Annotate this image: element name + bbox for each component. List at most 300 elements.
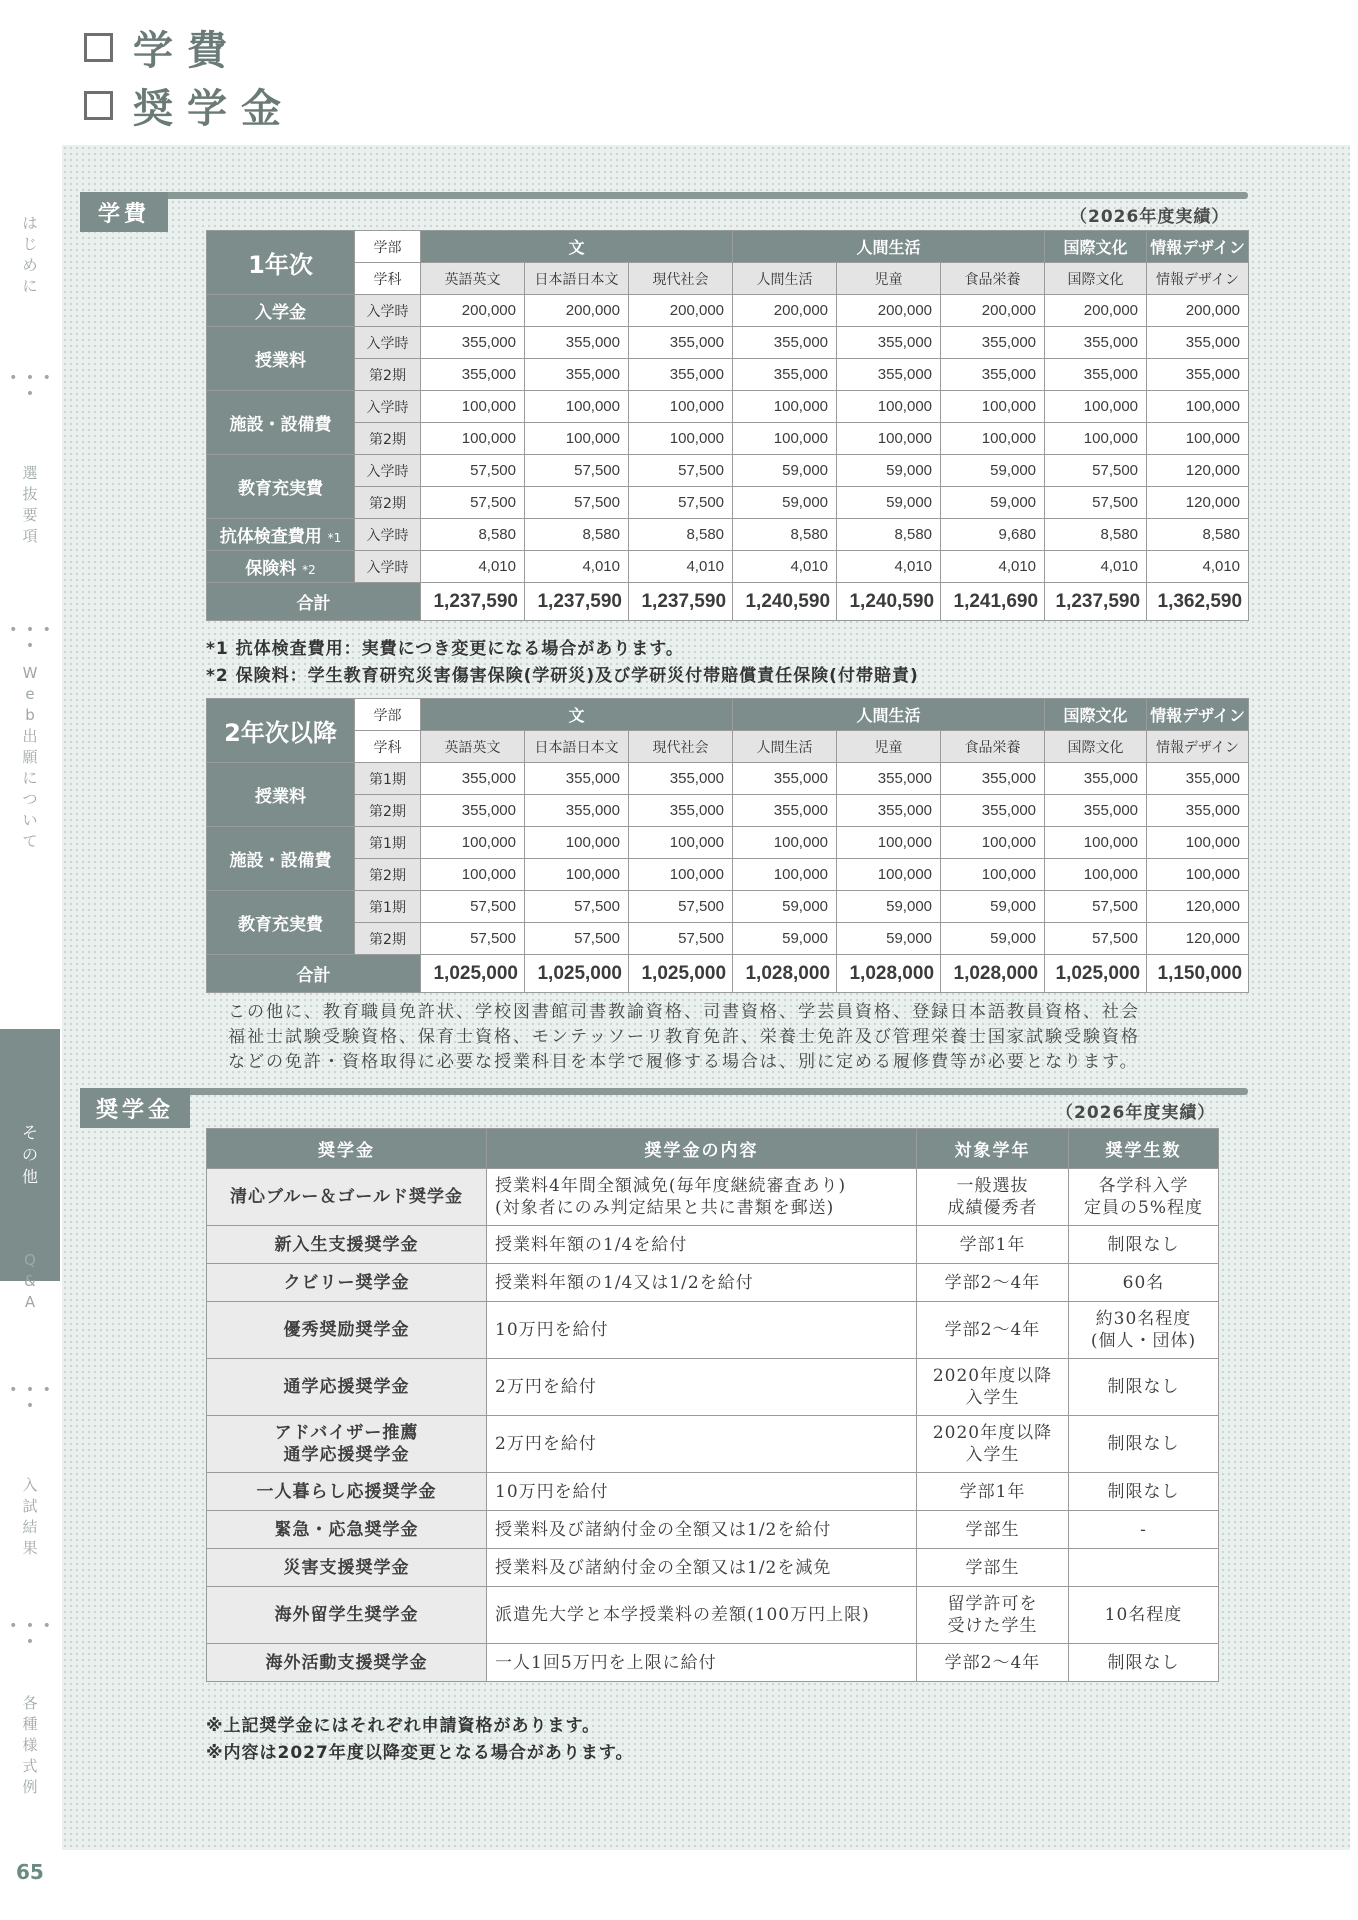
side-nav-char: つ xyxy=(22,790,38,808)
year-note: （2026年度実績） xyxy=(1056,1103,1216,1123)
fee-category xyxy=(207,763,355,827)
scholarship-count xyxy=(1069,1644,1219,1682)
fee-value: 100,000 xyxy=(629,827,733,859)
fee-value: 355,000 xyxy=(837,327,941,359)
total-value: 1,362,590 xyxy=(1147,583,1249,621)
scholarship-target xyxy=(917,1549,1069,1587)
fee-value: 57,500 xyxy=(629,891,733,923)
side-nav-char: 種 xyxy=(22,1715,38,1733)
side-nav-char: e xyxy=(25,685,35,703)
side-nav-char: Q xyxy=(24,1251,36,1269)
side-nav-char: W xyxy=(22,664,38,682)
fee-value: 59,000 xyxy=(733,455,837,487)
fee-value: 100,000 xyxy=(1045,859,1147,891)
header-line-scholarship xyxy=(84,76,295,134)
table-row xyxy=(207,327,1249,359)
fee-value: 100,000 xyxy=(941,391,1045,423)
fee-term: 第1期 xyxy=(355,827,421,859)
fee-value: 59,000 xyxy=(733,923,837,955)
total-value: 1,241,690 xyxy=(941,583,1045,621)
total-value: 1,150,000 xyxy=(1147,955,1249,993)
fee-category xyxy=(207,455,355,519)
scholarship-content xyxy=(487,1587,917,1644)
table-row xyxy=(207,795,1249,827)
faculty-header: 人間生活 xyxy=(733,231,1045,263)
total-value: 1,025,000 xyxy=(421,955,525,993)
fee-value: 355,000 xyxy=(1147,763,1249,795)
fee-value: 100,000 xyxy=(837,391,941,423)
side-nav-char: 願 xyxy=(22,748,38,766)
scholarship-content-line: 一人1回5万円を上限に給付 xyxy=(495,1652,717,1673)
fee-value: 59,000 xyxy=(837,923,941,955)
side-nav-char: & xyxy=(24,1272,36,1290)
fee-category-label: 施設・設備費 xyxy=(229,851,332,871)
side-nav-char: 式 xyxy=(22,1757,38,1775)
fee-value: 8,580 xyxy=(837,519,941,551)
fee-value: 355,000 xyxy=(837,763,941,795)
header-faculty-label: 学部 xyxy=(355,231,421,263)
fee-category-label: 入学金 xyxy=(255,303,306,323)
side-item-forms[interactable] xyxy=(0,1693,60,1798)
fee-value: 100,000 xyxy=(837,859,941,891)
section-bar xyxy=(80,1088,1248,1095)
department-header: 情報デザイン xyxy=(1147,263,1249,295)
scholarship-content-line: 授業料年額の1/4又は1/2を給付 xyxy=(495,1272,754,1293)
scholarship-target-line: 学部1年 xyxy=(959,1481,1026,1502)
scholarship-target xyxy=(917,1511,1069,1549)
fee-value: 100,000 xyxy=(629,859,733,891)
table-row xyxy=(207,391,1249,423)
fee-value: 355,000 xyxy=(421,763,525,795)
fee-value: 59,000 xyxy=(941,455,1045,487)
fee-value: 100,000 xyxy=(941,827,1045,859)
scholarship-target-line: 留学許可を xyxy=(947,1594,1038,1614)
side-nav-char: は xyxy=(22,214,38,232)
total-value: 1,237,590 xyxy=(525,583,629,621)
fee-value: 200,000 xyxy=(525,295,629,327)
fee-value: 4,010 xyxy=(1147,551,1249,583)
fee-value: 355,000 xyxy=(733,763,837,795)
fee-value: 57,500 xyxy=(525,455,629,487)
fee-value: 355,000 xyxy=(733,795,837,827)
side-nav-char: 抜 xyxy=(22,485,38,503)
fee-value: 355,000 xyxy=(421,327,525,359)
side-item-qa[interactable] xyxy=(0,1250,60,1313)
fee-value: 355,000 xyxy=(1045,327,1147,359)
table-header-row xyxy=(207,699,1249,731)
side-nav-char: 選 xyxy=(22,464,38,482)
fee-category xyxy=(207,327,355,391)
scholarship-name-line: アドバイザー推薦 xyxy=(274,1423,419,1443)
fee-value: 100,000 xyxy=(733,423,837,455)
header-dept-label: 学科 xyxy=(355,263,421,295)
fee-value: 57,500 xyxy=(1045,487,1147,519)
department-header: 食品栄養 xyxy=(941,263,1045,295)
department-header: 英語英文 xyxy=(421,263,525,295)
fee-category xyxy=(207,891,355,955)
fee-value: 100,000 xyxy=(1147,827,1249,859)
scholarship-content xyxy=(487,1644,917,1682)
fee-value: 355,000 xyxy=(1045,795,1147,827)
column-header: 奨学金 xyxy=(207,1129,487,1169)
scholarship-count xyxy=(1069,1169,1219,1226)
fee-value: 4,010 xyxy=(733,551,837,583)
faculty-header: 情報デザイン xyxy=(1147,231,1249,263)
scholarship-content-line: 2万円を給付 xyxy=(495,1377,597,1397)
side-nav-char: い xyxy=(22,811,38,829)
table-row xyxy=(207,859,1249,891)
side-nav-char: 結 xyxy=(22,1518,38,1536)
footnote-2: *2 保険料：学生教育研究災害傷害保険(学研災)及び学研災付帯賠償責任保険(付帯賠責) xyxy=(206,666,919,686)
fee-value: 4,010 xyxy=(941,551,1045,583)
scholarship-target xyxy=(917,1302,1069,1359)
table-row xyxy=(207,1416,1219,1473)
total-value: 1,237,590 xyxy=(421,583,525,621)
faculty-header: 国際文化 xyxy=(1045,231,1147,263)
page-header xyxy=(84,18,295,134)
table-title: 1年次 xyxy=(207,231,355,295)
scholarship-target-line: 学部2～4年 xyxy=(944,1652,1041,1673)
faculty-header: 文 xyxy=(421,231,733,263)
fee-value: 59,000 xyxy=(837,487,941,519)
fee-term: 第1期 xyxy=(355,763,421,795)
side-nav-char: 様 xyxy=(22,1736,38,1754)
total-value: 1,237,590 xyxy=(1045,583,1147,621)
table-row xyxy=(207,827,1249,859)
scholarship-content xyxy=(487,1226,917,1264)
department-header: 現代社会 xyxy=(629,731,733,763)
table-row xyxy=(207,1549,1219,1587)
fee-category-label: 授業料 xyxy=(255,787,306,807)
fee-value: 200,000 xyxy=(1045,295,1147,327)
scholarship-target-line: 入学生 xyxy=(965,1388,1020,1408)
side-nav-char: A xyxy=(24,1293,36,1311)
scholarship-content-line: 授業料4年間全額減免(毎年度継続審査あり) xyxy=(495,1176,847,1196)
scholarship-content-line: 2万円を給付 xyxy=(495,1434,597,1454)
department-header: 国際文化 xyxy=(1045,263,1147,295)
scholarship-count-line: 制限なし xyxy=(1107,1234,1180,1255)
side-nav-char: 要 xyxy=(22,506,38,524)
scholarship-target xyxy=(917,1473,1069,1511)
scholarship-count-line: 定員の5%程度 xyxy=(1084,1198,1203,1218)
side-divider-dots: • • • • xyxy=(9,1382,53,1414)
fee-value: 4,010 xyxy=(1045,551,1147,583)
later-years-fee-table xyxy=(206,698,1249,993)
table-row xyxy=(207,1511,1219,1549)
scholarship-name-line: 災害支援奨学金 xyxy=(283,1557,410,1578)
scholarship-name xyxy=(207,1302,487,1359)
table-title: 2年次以降 xyxy=(207,699,355,763)
total-value: 1,028,000 xyxy=(733,955,837,993)
section-tab-fees: 学費 xyxy=(80,192,168,232)
side-nav-char: 出 xyxy=(22,727,38,745)
checkbox-square-icon xyxy=(84,33,113,62)
fee-value: 355,000 xyxy=(525,795,629,827)
table-row xyxy=(207,891,1249,923)
side-nav-char: そ xyxy=(21,1123,38,1142)
fee-value: 355,000 xyxy=(941,359,1045,391)
fee-category-label: 授業料 xyxy=(255,351,306,371)
scholarship-name-line: 新入生支援奨学金 xyxy=(274,1234,419,1255)
total-value: 1,028,000 xyxy=(941,955,1045,993)
total-row xyxy=(207,583,1249,621)
fee-value: 8,580 xyxy=(1147,519,1249,551)
scholarship-target xyxy=(917,1169,1069,1226)
scholarship-name-line: 一人暮らし応援奨学金 xyxy=(256,1481,437,1502)
fee-value: 8,580 xyxy=(525,519,629,551)
table-row xyxy=(207,1226,1219,1264)
scholarship-count-line: 各学科入学 xyxy=(1098,1176,1189,1196)
fee-value: 57,500 xyxy=(1045,891,1147,923)
scholarship-count-line: 制限なし xyxy=(1107,1481,1180,1502)
total-value: 1,240,590 xyxy=(733,583,837,621)
fee-category-label: 抗体検査費用 xyxy=(219,527,322,547)
side-item-results[interactable] xyxy=(0,1475,60,1559)
scholarship-name xyxy=(207,1264,487,1302)
department-header: 国際文化 xyxy=(1045,731,1147,763)
fee-value: 57,500 xyxy=(1045,923,1147,955)
side-nav-char: 試 xyxy=(22,1497,38,1515)
fee-value: 355,000 xyxy=(1045,763,1147,795)
fee-value: 100,000 xyxy=(525,859,629,891)
scholarship-count xyxy=(1069,1302,1219,1359)
column-header: 奨学金の内容 xyxy=(487,1129,917,1169)
scholarship-name xyxy=(207,1644,487,1682)
fee-value: 355,000 xyxy=(1147,359,1249,391)
fee-value: 355,000 xyxy=(421,359,525,391)
scholarship-name-line: 清心ブルー＆ゴールド奨学金 xyxy=(230,1187,463,1207)
fee-value: 57,500 xyxy=(421,455,525,487)
fee-value: 59,000 xyxy=(941,891,1045,923)
scholarship-content xyxy=(487,1169,917,1226)
fee-value: 9,680 xyxy=(941,519,1045,551)
fee-value: 57,500 xyxy=(525,891,629,923)
side-nav-char: め xyxy=(22,256,38,274)
fee-category xyxy=(207,391,355,455)
total-value: 1,025,000 xyxy=(525,955,629,993)
side-nav-char: b xyxy=(25,706,35,724)
scholarship-count-line: - xyxy=(1140,1519,1147,1540)
fee-value: 355,000 xyxy=(837,359,941,391)
fee-value: 355,000 xyxy=(525,763,629,795)
fee-term: 第2期 xyxy=(355,859,421,891)
fee-value: 57,500 xyxy=(1045,455,1147,487)
fee-term: 第1期 xyxy=(355,891,421,923)
table-row xyxy=(207,1264,1219,1302)
fee-value: 100,000 xyxy=(733,391,837,423)
scholarship-content xyxy=(487,1511,917,1549)
table-row xyxy=(207,1644,1219,1682)
fee-category-label: 教育充実費 xyxy=(238,915,323,935)
total-label: 合計 xyxy=(207,583,421,621)
total-value: 1,240,590 xyxy=(837,583,941,621)
scholarship-target-line: 学部生 xyxy=(965,1557,1020,1578)
table-row xyxy=(207,923,1249,955)
department-header: 日本語日本文 xyxy=(525,263,629,295)
scholarship-content-line: 10万円を給付 xyxy=(495,1481,609,1502)
fee-value: 120,000 xyxy=(1147,891,1249,923)
fee-category xyxy=(207,519,355,551)
fee-value: 200,000 xyxy=(837,295,941,327)
side-index xyxy=(0,145,60,1885)
fee-value: 100,000 xyxy=(1147,391,1249,423)
total-value: 1,028,000 xyxy=(837,955,941,993)
side-item-web-application[interactable] xyxy=(0,663,60,852)
fee-value: 8,580 xyxy=(421,519,525,551)
table-row xyxy=(207,359,1249,391)
scholarship-count-line: 制限なし xyxy=(1107,1652,1180,1673)
fee-value: 100,000 xyxy=(1147,859,1249,891)
fee-term: 入学時 xyxy=(355,327,421,359)
scholarship-name-line: 海外留学生奨学金 xyxy=(274,1605,419,1625)
checkbox-square-icon xyxy=(84,91,113,120)
scholarship-count xyxy=(1069,1511,1219,1549)
fee-value: 100,000 xyxy=(421,423,525,455)
fee-value: 355,000 xyxy=(941,327,1045,359)
footnote-1: *1 抗体検査費用：実費につき変更になる場合があります。 xyxy=(206,639,684,659)
scholarship-target-line: 入学生 xyxy=(965,1445,1020,1465)
scholarship-target xyxy=(917,1644,1069,1682)
fee-value: 100,000 xyxy=(421,859,525,891)
fee-value: 8,580 xyxy=(1045,519,1147,551)
fee-value: 100,000 xyxy=(629,423,733,455)
department-header: 食品栄養 xyxy=(941,731,1045,763)
scholarship-count xyxy=(1069,1416,1219,1473)
side-nav-char: て xyxy=(22,832,38,850)
table-header-row xyxy=(207,263,1249,295)
fee-value: 355,000 xyxy=(1147,327,1249,359)
fee-term: 第2期 xyxy=(355,795,421,827)
fee-value: 200,000 xyxy=(421,295,525,327)
side-nav-char: の xyxy=(21,1145,38,1164)
side-item-guidelines[interactable] xyxy=(0,463,60,547)
paragraph-line: などの免許・資格取得に必要な授業科目を本学で履修する場合は、別に定める履修費等が必要となります。 xyxy=(228,1052,1139,1072)
fee-value: 200,000 xyxy=(629,295,733,327)
scholarship-content-line: 派遣先大学と本学授業料の差額(100万円上限) xyxy=(495,1605,870,1625)
fee-value: 4,010 xyxy=(421,551,525,583)
fee-value: 200,000 xyxy=(733,295,837,327)
fee-value: 59,000 xyxy=(837,455,941,487)
scholarship-content xyxy=(487,1473,917,1511)
department-header: 情報デザイン xyxy=(1147,731,1249,763)
fee-value: 355,000 xyxy=(629,359,733,391)
table-row xyxy=(207,1473,1219,1511)
scholarship-target xyxy=(917,1587,1069,1644)
fee-category-label: 保険料 xyxy=(245,559,297,579)
fee-term: 第2期 xyxy=(355,359,421,391)
scholarship-name xyxy=(207,1416,487,1473)
scholarship-count-line: 制限なし xyxy=(1107,1434,1180,1454)
scholarship-target xyxy=(917,1359,1069,1416)
fee-value: 200,000 xyxy=(1147,295,1249,327)
table-row xyxy=(207,1359,1219,1416)
fee-value: 100,000 xyxy=(421,827,525,859)
table-header-row xyxy=(207,231,1249,263)
fee-term: 第2期 xyxy=(355,487,421,519)
scholarship-target xyxy=(917,1416,1069,1473)
column-header: 奨学生数 xyxy=(1069,1129,1219,1169)
side-nav-char: 入 xyxy=(22,1476,38,1494)
fee-value: 100,000 xyxy=(837,827,941,859)
fee-value: 100,000 xyxy=(837,423,941,455)
fee-value: 100,000 xyxy=(421,391,525,423)
scholarship-target-line: 学部1年 xyxy=(959,1234,1026,1255)
header-title-scholarship: 奨学金 xyxy=(133,85,295,132)
fee-value: 4,010 xyxy=(629,551,733,583)
fee-value: 8,580 xyxy=(733,519,837,551)
fee-value: 57,500 xyxy=(629,487,733,519)
fee-value: 355,000 xyxy=(733,327,837,359)
fee-value: 355,000 xyxy=(1045,359,1147,391)
fee-value: 100,000 xyxy=(1045,391,1147,423)
side-nav-char: 項 xyxy=(22,527,38,545)
scholarship-count-line: 10名程度 xyxy=(1104,1605,1183,1625)
scholarship-name-line: クビリー奨学金 xyxy=(283,1272,410,1293)
fee-value: 355,000 xyxy=(525,327,629,359)
side-nav-char: じ xyxy=(22,235,38,253)
scholarship-content xyxy=(487,1302,917,1359)
fee-value: 100,000 xyxy=(941,859,1045,891)
department-header: 児童 xyxy=(837,731,941,763)
fee-value: 100,000 xyxy=(733,827,837,859)
scholarship-count xyxy=(1069,1359,1219,1416)
faculty-header: 国際文化 xyxy=(1045,699,1147,731)
scholarship-content-line: 授業料及び諸納付金の全額又は1/2を給付 xyxy=(495,1519,832,1540)
side-nav-char: 例 xyxy=(22,1778,38,1796)
side-item-intro[interactable] xyxy=(0,213,60,297)
fee-value: 59,000 xyxy=(733,891,837,923)
scholarship-name xyxy=(207,1587,487,1644)
scholarship-content-line: (対象者にのみ判定結果と共に書類を郵送) xyxy=(495,1198,835,1218)
department-header: 日本語日本文 xyxy=(525,731,629,763)
table-row xyxy=(207,1302,1219,1359)
fee-category xyxy=(207,295,355,327)
scholarship-name xyxy=(207,1169,487,1226)
fee-value: 59,000 xyxy=(941,487,1045,519)
scholarship-count-line: 60名 xyxy=(1122,1272,1165,1293)
fee-value: 120,000 xyxy=(1147,923,1249,955)
fee-category-label: 施設・設備費 xyxy=(229,415,332,435)
side-divider-dots: • • • • xyxy=(9,370,53,402)
table-row xyxy=(207,763,1249,795)
header-line-fees xyxy=(84,18,295,76)
scholarship-count-line: (個人・団体) xyxy=(1090,1331,1197,1351)
side-item-other-active[interactable] xyxy=(0,1029,60,1281)
scholarship-name-line: 通学応援奨学金 xyxy=(283,1445,410,1465)
fee-value: 355,000 xyxy=(941,795,1045,827)
fee-value: 57,500 xyxy=(421,923,525,955)
fee-value: 57,500 xyxy=(421,487,525,519)
scholarship-name-line: 海外活動支援奨学金 xyxy=(265,1652,428,1673)
scholarship-name-line: 緊急・応急奨学金 xyxy=(274,1519,419,1540)
fee-category xyxy=(207,551,355,583)
scholarship-table xyxy=(206,1128,1219,1682)
fee-value: 355,000 xyxy=(629,763,733,795)
table-row xyxy=(207,1169,1219,1226)
fee-value: 120,000 xyxy=(1147,487,1249,519)
side-divider-dots: • • • • xyxy=(9,1618,53,1650)
fee-value: 355,000 xyxy=(733,359,837,391)
scholarship-target-line: 一般選抜 xyxy=(956,1176,1029,1196)
scholarship-target-line: 受けた学生 xyxy=(947,1616,1038,1636)
scholarship-content xyxy=(487,1264,917,1302)
fee-value: 120,000 xyxy=(1147,455,1249,487)
fee-category-label: 教育充実費 xyxy=(238,479,323,499)
faculty-header: 人間生活 xyxy=(733,699,1045,731)
scholarship-target-line: 学部2～4年 xyxy=(944,1272,1041,1293)
fee-value: 355,000 xyxy=(1147,795,1249,827)
scholarship-name xyxy=(207,1511,487,1549)
